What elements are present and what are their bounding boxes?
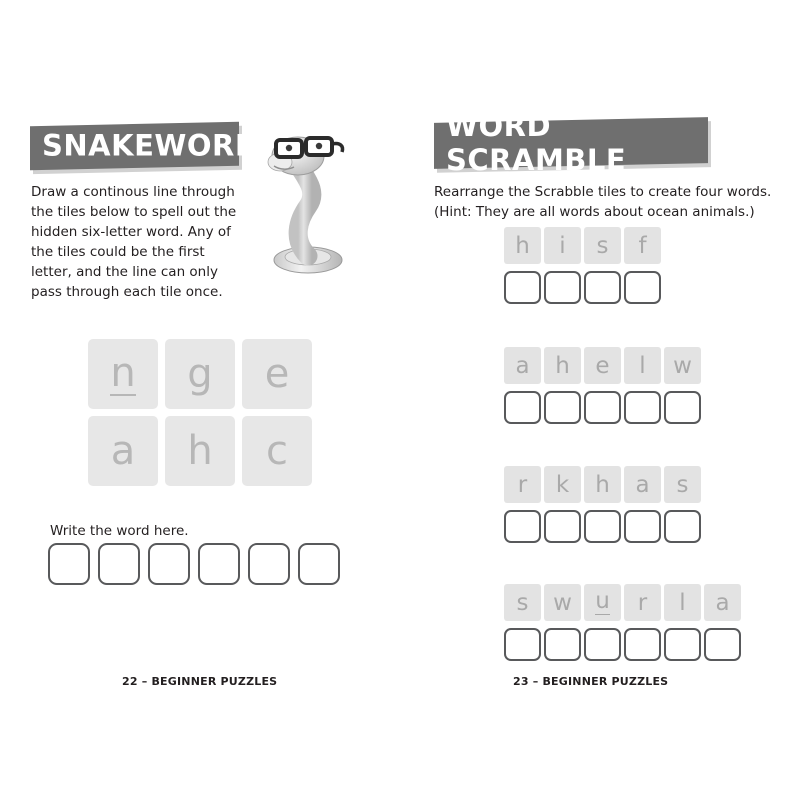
scramble-tile-letter: w — [673, 352, 692, 379]
grid-tile-letter: c — [266, 428, 288, 474]
scramble-tile[interactable] — [584, 347, 621, 384]
grid-tile[interactable] — [88, 339, 158, 409]
snakeword-instructions: Draw a continous line through the tiles below to spell out the hidden six-letter word. Any of the tiles could be the first letter, and the line can only pass through each tile once. — [31, 184, 237, 300]
scramble-tile-letter: e — [595, 352, 610, 379]
scramble-tile-letter: k — [555, 471, 570, 498]
grid-tile[interactable] — [165, 416, 235, 486]
answer-box[interactable] — [544, 510, 581, 543]
scramble-answer-row — [504, 271, 661, 304]
scramble-tile-letter: s — [676, 471, 689, 498]
grid-tile[interactable] — [242, 339, 312, 409]
snakeword-letter-grid — [88, 339, 312, 486]
scramble-tile-letter: h — [555, 352, 570, 379]
scramble-tile-letter: r — [517, 471, 528, 498]
scramble-group — [504, 227, 661, 304]
scramble-group — [504, 584, 741, 661]
snakeword-answer-row — [48, 543, 340, 585]
answer-box[interactable] — [624, 510, 661, 543]
word-scramble-title: WORD SCRAMBLE — [446, 109, 627, 177]
scramble-group — [504, 347, 701, 424]
scramble-tile[interactable] — [704, 584, 741, 621]
scramble-tile[interactable] — [504, 227, 541, 264]
scramble-tile-letter: i — [559, 232, 566, 259]
answer-box[interactable] — [704, 628, 741, 661]
answer-box[interactable] — [504, 391, 541, 424]
grid-tile-letter: e — [264, 351, 290, 397]
answer-box[interactable] — [148, 543, 190, 585]
answer-box[interactable] — [584, 510, 621, 543]
scramble-tile[interactable] — [544, 227, 581, 264]
answer-box[interactable] — [544, 391, 581, 424]
scramble-tile[interactable] — [664, 584, 701, 621]
answer-box[interactable] — [624, 391, 661, 424]
scramble-tile[interactable] — [624, 466, 661, 503]
scramble-tile-letter: s — [516, 589, 529, 616]
answer-box[interactable] — [248, 543, 290, 585]
scramble-tile-letter: h — [515, 232, 530, 259]
answer-box[interactable] — [584, 628, 621, 661]
scramble-tile-row — [504, 227, 661, 264]
page-footer-left: 22 – BEGINNER PUZZLES — [122, 675, 278, 688]
answer-box[interactable] — [298, 543, 340, 585]
scramble-answer-row — [504, 510, 701, 543]
scramble-tile-letter: w — [553, 589, 572, 616]
answer-box[interactable] — [624, 271, 661, 304]
scramble-tile-letter: f — [638, 232, 647, 259]
scramble-group — [504, 466, 701, 543]
answer-box[interactable] — [98, 543, 140, 585]
write-word-label: Write the word here. — [50, 523, 189, 539]
answer-box[interactable] — [504, 271, 541, 304]
scramble-tile[interactable] — [544, 466, 581, 503]
scramble-tile[interactable] — [584, 584, 621, 621]
answer-box[interactable] — [584, 271, 621, 304]
scramble-tile[interactable] — [504, 347, 541, 384]
grid-tile-letter: g — [187, 351, 213, 397]
answer-box[interactable] — [544, 628, 581, 661]
answer-box[interactable] — [48, 543, 90, 585]
page-footer-right: 23 – BEGINNER PUZZLES — [513, 675, 669, 688]
scramble-tile-letter: u — [595, 588, 610, 614]
scramble-tile[interactable] — [544, 584, 581, 621]
scramble-answer-row — [504, 391, 701, 424]
scramble-tile-letter: a — [635, 471, 650, 498]
grid-tile[interactable] — [242, 416, 312, 486]
grid-tile[interactable] — [88, 416, 158, 486]
grid-tile[interactable] — [165, 339, 235, 409]
scramble-tile-row — [504, 466, 701, 503]
scramble-tile[interactable] — [584, 466, 621, 503]
scramble-tile-letter: l — [679, 589, 686, 616]
grid-tile-letter: n — [110, 349, 136, 396]
answer-box[interactable] — [664, 510, 701, 543]
answer-box[interactable] — [504, 510, 541, 543]
scramble-tile-letter: a — [515, 352, 530, 379]
answer-box[interactable] — [584, 391, 621, 424]
answer-box[interactable] — [198, 543, 240, 585]
scramble-tile[interactable] — [664, 466, 701, 503]
answer-box[interactable] — [544, 271, 581, 304]
snakeword-title-banner — [30, 122, 260, 170]
scramble-tile[interactable] — [504, 466, 541, 503]
scramble-tile[interactable] — [624, 227, 661, 264]
scramble-tile[interactable] — [504, 584, 541, 621]
answer-box[interactable] — [664, 628, 701, 661]
grid-tile-letter: a — [110, 428, 136, 474]
scramble-tile[interactable] — [664, 347, 701, 384]
snake-with-glasses-icon — [252, 120, 362, 280]
scramble-tile-letter: r — [637, 589, 648, 616]
scramble-tile-letter: s — [596, 232, 609, 259]
scramble-tile-letter: l — [639, 352, 646, 379]
scramble-tile[interactable] — [624, 584, 661, 621]
word-scramble-title-banner — [434, 109, 708, 177]
scramble-tile-letter: h — [595, 471, 610, 498]
scramble-answer-row — [504, 628, 741, 661]
answer-box[interactable] — [624, 628, 661, 661]
answer-box[interactable] — [664, 391, 701, 424]
scramble-tile-row — [504, 347, 701, 384]
snakeword-title: SNAKEWORD — [42, 128, 260, 163]
scramble-tile[interactable] — [584, 227, 621, 264]
scramble-tile-letter: a — [715, 589, 730, 616]
grid-tile-letter: h — [187, 428, 213, 474]
word-scramble-instructions: Rearrange the Scrabble tiles to create four words. (Hint: They are all words about ocean animals.) — [434, 184, 772, 220]
scramble-tile[interactable] — [544, 347, 581, 384]
scramble-tile[interactable] — [624, 347, 661, 384]
answer-box[interactable] — [504, 628, 541, 661]
scramble-tile-row — [504, 584, 741, 621]
